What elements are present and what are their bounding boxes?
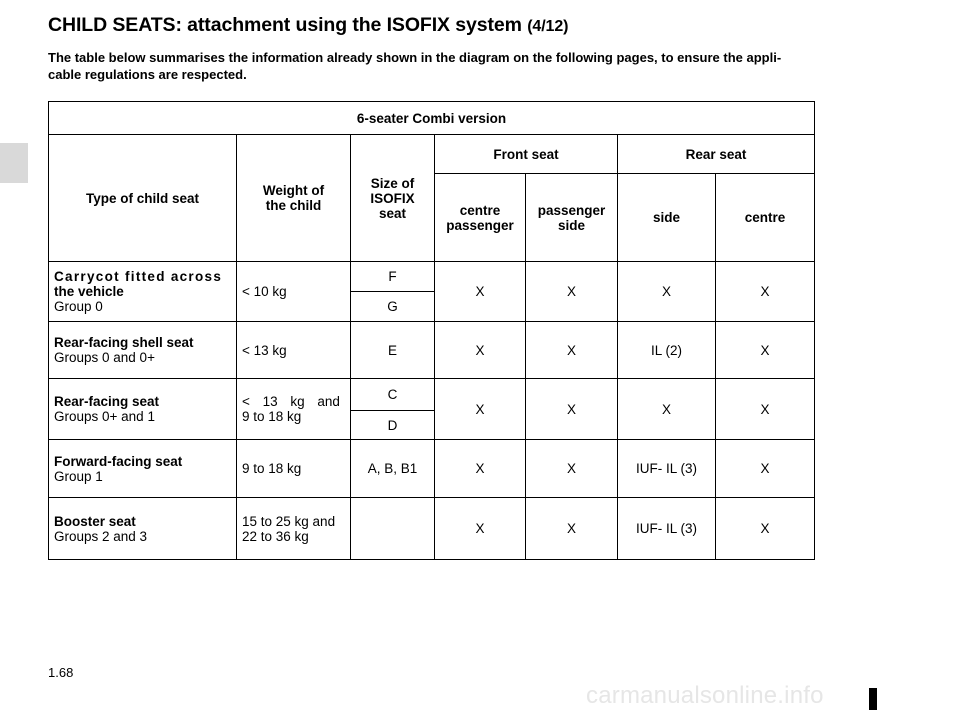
cell-weight: < 13 kg — [237, 322, 351, 379]
header-row-1 — [49, 135, 815, 174]
cell-weight — [237, 379, 351, 440]
header-passenger-side-line-2: side — [557, 217, 585, 233]
header-size-line-3: seat — [378, 205, 407, 221]
weight-line-2: 22 to 36 kg — [242, 528, 309, 544]
title-text: CHILD SEATS: attachment using the ISOFIX system — [48, 14, 522, 36]
cell-front-passenger-side: X — [526, 440, 618, 498]
cell-weight: < 10 kg — [237, 262, 351, 322]
table-row — [49, 322, 815, 379]
page-title — [48, 14, 568, 37]
table-row — [49, 262, 815, 292]
header-rear-seat: Rear seat — [618, 135, 815, 174]
cell-size: E — [351, 322, 435, 379]
cell-front-centre-passenger: X — [435, 379, 526, 440]
isofix-table — [48, 101, 815, 560]
table-row — [49, 379, 815, 411]
header-size-line-1: Size of — [370, 175, 415, 191]
cell-type — [49, 440, 237, 498]
seat-group: Group 0 — [54, 299, 103, 314]
cell-weight: 9 to 18 kg — [237, 440, 351, 498]
cell-size: A, B, B1 — [351, 440, 435, 498]
seat-group: Groups 0 and 0+ — [54, 350, 155, 365]
weight-line-2: 9 to 18 kg — [242, 409, 302, 424]
cell-rear-centre: X — [716, 498, 815, 560]
header-centre-passenger-line-1: centre — [459, 202, 501, 218]
header-weight — [237, 135, 351, 262]
cell-rear-centre: X — [716, 379, 815, 440]
intro-line-1: The table below summarises the information already shown in the diagram on the following pages, to ensure the appli- — [48, 50, 782, 65]
header-side: side — [618, 174, 716, 262]
cell-rear-side: IUF- IL (3) — [618, 440, 716, 498]
seat-type: Booster seat — [54, 513, 136, 529]
seat-group: Groups 2 and 3 — [54, 528, 148, 544]
header-weight-line-1: Weight of — [262, 183, 325, 198]
cell-weight — [237, 498, 351, 560]
title-suffix: (4/12) — [527, 18, 569, 35]
header-centre: centre — [716, 174, 815, 262]
header-size-line-2: ISOFIX — [370, 190, 415, 206]
seat-type-line-1: Carrycot fitted across — [54, 269, 223, 284]
header-front-seat: Front seat — [435, 135, 618, 174]
cell-size: C — [351, 379, 435, 411]
cell-type — [49, 322, 237, 379]
cell-front-centre-passenger: X — [435, 322, 526, 379]
table-caption: 6-seater Combi version — [49, 102, 815, 135]
cell-rear-centre: X — [716, 440, 815, 498]
cell-size — [351, 498, 435, 560]
seat-type: Forward-facing seat — [54, 453, 183, 469]
cell-type — [49, 379, 237, 440]
header-type-label: Type of child seat — [85, 190, 200, 206]
cell-rear-side: X — [618, 262, 716, 322]
cell-rear-centre: X — [716, 262, 815, 322]
cell-front-passenger-side: X — [526, 498, 618, 560]
table-row — [49, 498, 815, 560]
header-type — [49, 135, 237, 262]
corner-mark — [869, 688, 877, 710]
weight-line-1: 15 to 25 kg and — [242, 513, 336, 529]
seat-group: Groups 0+ and 1 — [54, 409, 155, 424]
caption-row — [49, 102, 815, 135]
table-row — [49, 440, 815, 498]
watermark: carmanualsonline.info — [586, 682, 824, 709]
cell-size: G — [351, 292, 435, 322]
weight-line-1: < 13 kg and — [242, 394, 340, 409]
cell-rear-side: IUF- IL (3) — [618, 498, 716, 560]
chapter-tab — [0, 143, 28, 183]
cell-front-centre-passenger: X — [435, 498, 526, 560]
cell-type — [49, 262, 237, 322]
cell-front-passenger-side: X — [526, 262, 618, 322]
seat-type: Rear-facing seat — [54, 394, 160, 409]
cell-size: F — [351, 262, 435, 292]
header-size — [351, 135, 435, 262]
header-centre-passenger — [435, 174, 526, 262]
header-weight-line-2: the child — [265, 198, 322, 213]
seat-type-line-2: the vehicle — [54, 284, 124, 299]
cell-type — [49, 498, 237, 560]
cell-front-passenger-side: X — [526, 322, 618, 379]
intro-paragraph — [48, 50, 918, 83]
cell-rear-centre: X — [716, 322, 815, 379]
header-passenger-side — [526, 174, 618, 262]
cell-front-centre-passenger: X — [435, 262, 526, 322]
cell-size: D — [351, 411, 435, 440]
cell-rear-side: IL (2) — [618, 322, 716, 379]
page-number: 1.68 — [48, 665, 74, 680]
header-centre-passenger-line-2: passenger — [446, 217, 514, 233]
cell-rear-side: X — [618, 379, 716, 440]
header-passenger-side-line-1: passenger — [537, 202, 606, 218]
intro-line-2: cable regulations are respected. — [48, 66, 247, 82]
seat-group: Group 1 — [54, 468, 103, 484]
cell-front-passenger-side: X — [526, 379, 618, 440]
seat-type: Rear-facing shell seat — [54, 335, 194, 350]
cell-front-centre-passenger: X — [435, 440, 526, 498]
